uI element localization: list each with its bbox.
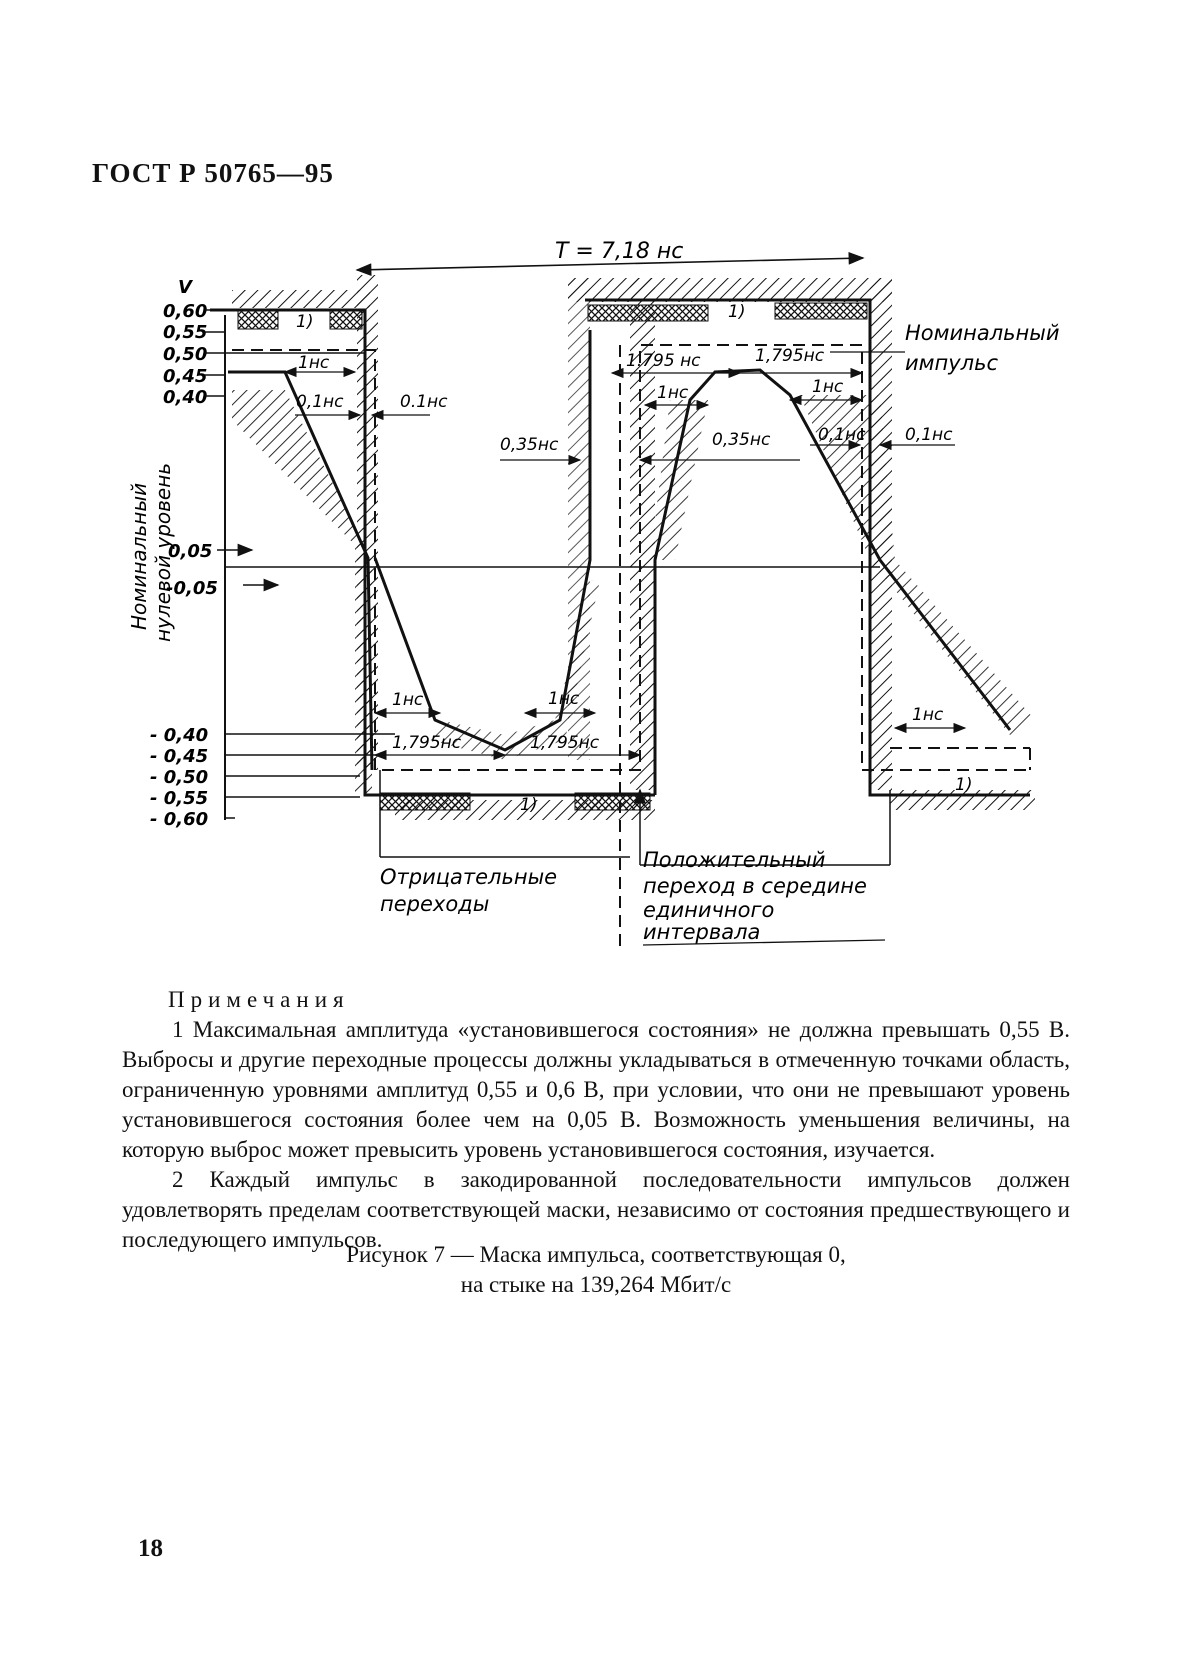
level-0-55: 0,55 (163, 322, 208, 343)
level-minus-0-05: -0,05 (166, 578, 218, 599)
caption-line1: Рисунок 7 — Маска импульса, соответствующая 0, (346, 1242, 846, 1267)
dim-1795ns-top-b: 1,795нс (755, 346, 825, 366)
note-ref-3: 1) (520, 795, 538, 815)
y-axis-title-line1: Номинальный (127, 482, 151, 630)
dim-1795ns-top-a: 1.795 нс (626, 351, 701, 371)
level-minus-0-50: - 0,50 (150, 767, 209, 788)
label-nominal-line2: импульс (905, 351, 998, 375)
dim-01ns-c: 0,1нс (818, 425, 866, 445)
note-ref-4: 1) (955, 775, 973, 795)
notes-section (122, 985, 1070, 1255)
label-negative-line2: переходы (380, 892, 490, 916)
label-positive-line3: единичного (643, 898, 775, 922)
dim-1ns-a: 1нс (298, 353, 330, 373)
level-0-45: 0,45 (163, 366, 208, 387)
callout-nominal-pulse (830, 321, 1060, 375)
caption-line2: на стыке на 139,264 Мбит/с (460, 1272, 732, 1297)
period-dimension (357, 239, 863, 270)
level-minus-0-40: - 0,40 (150, 725, 209, 746)
note-ref-2: 1) (728, 302, 746, 322)
level-0-40: 0,40 (163, 387, 208, 408)
dim-035ns-a: 0,35нс (500, 435, 559, 455)
label-positive-line4: интервала (643, 920, 761, 944)
level-minus-0-60: - 0,60 (150, 809, 209, 830)
dim-1795ns-bot-a: 1,795нс (392, 733, 462, 753)
dim-1795ns-bot-b: 1,795нс (530, 733, 600, 753)
document-header: ГОСТ Р 50765—95 (92, 158, 334, 188)
level-minus-0-45: - 0,45 (150, 746, 209, 767)
label-nominal-line1: Номинальный (905, 321, 1060, 345)
label-positive-line2: переход в середине (643, 874, 867, 898)
dim-01ns-d: 0,1нс (905, 425, 953, 445)
dim-1ns-c: 1нс (812, 377, 844, 397)
note-1: 1 Максимальная амплитуда «установившегося состояния» не должна превышать 0,55 В. Выбросы и другие переходные процессы должны укладываться в отмеченную точками область, ограниченную уровнями амплитуд 0,55 и 0,6 В, при условии, что они не превышают уровень установившегося состояния более чем на 0,05 В. Возможность уменьшения величины, на которую выброс может превысить уровень установившегося состояния, изучается. (122, 1017, 1070, 1162)
page-number: 18 (138, 1535, 163, 1562)
level-plus-0-05: 0,05 (168, 541, 213, 562)
level-0-50: 0,50 (163, 344, 208, 365)
axis-unit: V (178, 277, 192, 298)
label-negative-line1: Отрицательные (380, 865, 558, 889)
callout-negative-transitions (380, 770, 630, 916)
notes-title: Примечания (168, 987, 350, 1012)
note-ref-1: 1) (296, 312, 314, 332)
dim-1ns-f: 1нс (912, 705, 944, 725)
period-label: T = 7,18 нс (555, 239, 684, 264)
dim-1ns-d: 1нс (392, 690, 424, 710)
note-2: 2 Каждый импульс в закодированной последовательности импульсов должен удовлетворять пределам соответствующей маски, независимо от состояния предшествующего и последующего импульсов. (122, 1167, 1070, 1252)
dim-035ns-b: 0,35нс (712, 430, 771, 450)
dim-01ns-b: 0.1нс (400, 392, 448, 412)
label-positive-line1: Положительный (643, 848, 826, 872)
callout-positive-transition (640, 790, 890, 945)
dim-01ns-a: 0,1нс (296, 392, 344, 412)
figure-caption (122, 1240, 1070, 1300)
y-axis-title (127, 463, 175, 642)
y-axis-title-line2: нулевой уровень (151, 462, 175, 642)
level-minus-0-55: - 0,55 (150, 788, 209, 809)
dim-1ns-b: 1нс (657, 383, 689, 403)
level-0-60: 0,60 (163, 301, 208, 322)
dim-1ns-e: 1нс (548, 689, 580, 709)
